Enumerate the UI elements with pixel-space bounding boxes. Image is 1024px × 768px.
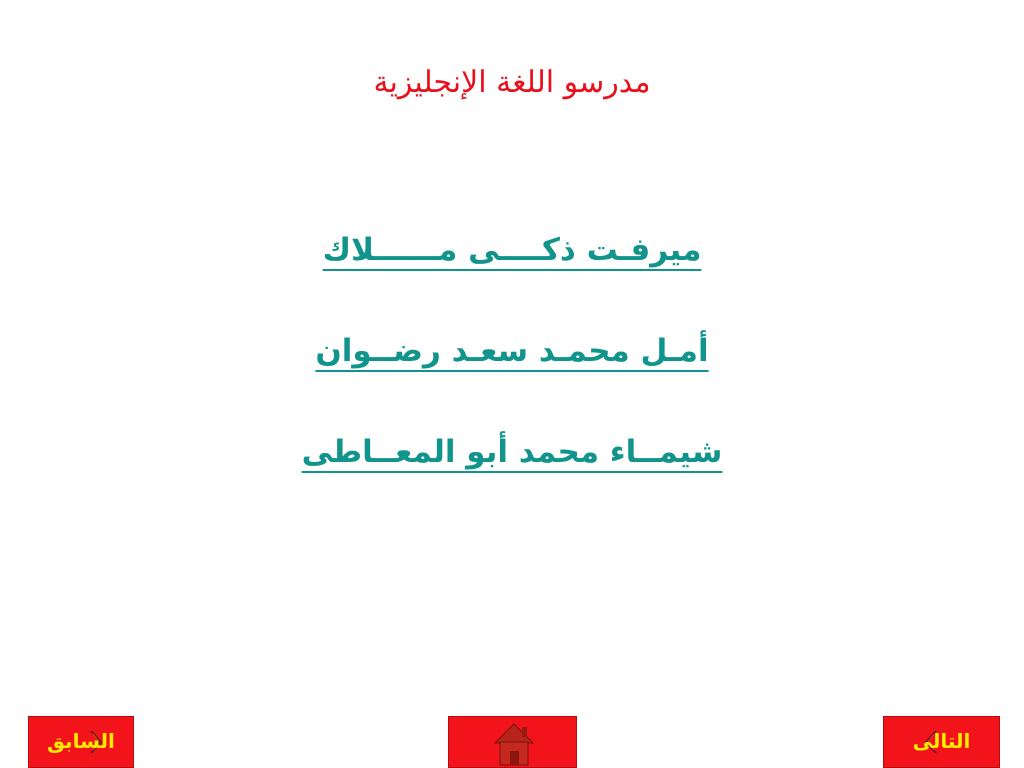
home-button[interactable] <box>448 716 577 768</box>
teachers-list <box>0 222 1024 525</box>
teacher-link-2[interactable]: أمـل محمـد سعـد رضــوان <box>315 333 709 369</box>
next-button[interactable] <box>883 716 1000 768</box>
home-icon <box>493 721 535 767</box>
teacher-link-1[interactable]: ميرفـت ذكــــى مــــــلاك <box>322 232 702 268</box>
previous-button-label: السابق <box>47 729 115 753</box>
slide-title: مدرسو اللغة الإنجليزية <box>373 65 651 100</box>
previous-button[interactable] <box>28 716 134 768</box>
next-button-label: التالى <box>912 729 971 753</box>
teacher-link-3[interactable]: شيمــاء محمد أبو المعــاطى <box>301 434 723 470</box>
